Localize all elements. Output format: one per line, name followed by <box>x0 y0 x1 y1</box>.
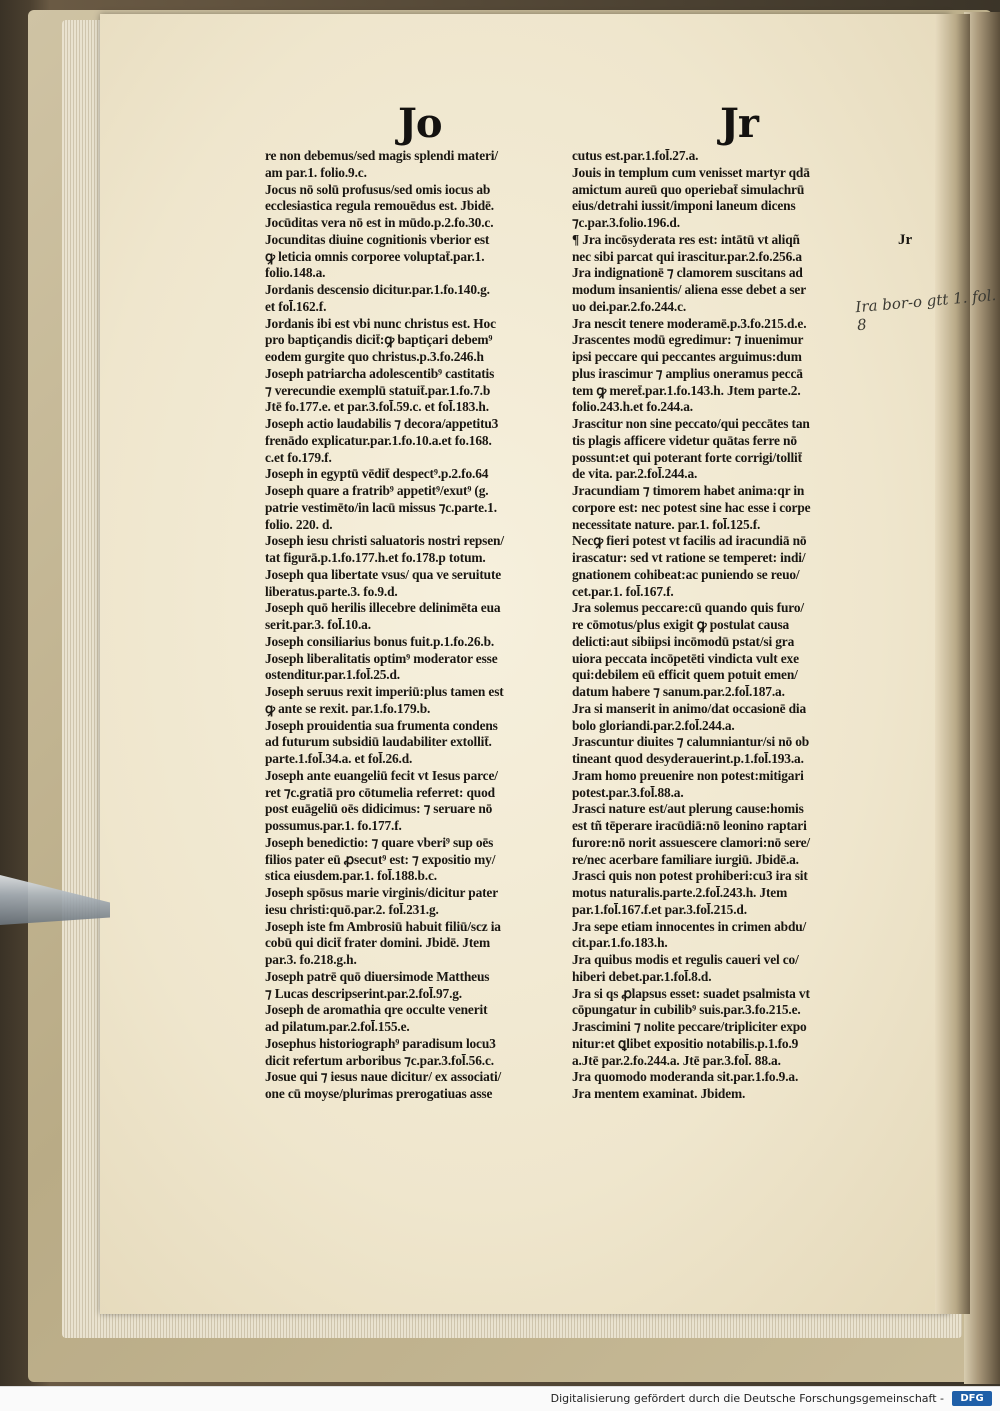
text-line: tineant quod desyderauerint.p.1.fol̄.193.a. <box>572 751 804 766</box>
footer-bar <box>0 1386 1000 1411</box>
text-line: Joseph liberalitatis optim⁹ moderator esse <box>265 650 498 666</box>
text-line: cutus est.par.1.fol̄.27.a. <box>572 148 699 163</box>
text-line: Jocunditas diuine cognitionis vberior est <box>265 231 490 247</box>
text-line: uiora peccata incōpetēti vindicta vult exe <box>572 650 799 666</box>
text-line: Jra si qs ꝓlapsus esset: suadet psalmista vt <box>572 985 810 1001</box>
text-line: Joseph in egyptū vēdit̄ despect⁹.p.2.fo.64 <box>265 466 489 482</box>
text-line: cit.par.1.fo.183.h. <box>572 935 668 951</box>
text-line: datum habere ⁊ sanum.par.2.fol̄.187.a. <box>572 684 785 699</box>
text-line: Joseph actio laudabilis ⁊ decora/appetitu3 <box>265 416 499 431</box>
text-line: Joseph qua libertate vsus/ qua ve seruitute <box>265 566 502 582</box>
text-line: parte.1.fol̄.34.a. et fol̄.26.d. <box>265 751 413 766</box>
text-line: Jracundiam ⁊ timorem habet anima:qr in <box>572 483 805 498</box>
text-line: eius/detrahi iussit/imponi laneum dicens <box>572 198 796 214</box>
text-line: cet.par.1. fol̄.167.f. <box>572 583 674 599</box>
text-line: Jra sepe etiam innocentes in crimen abdu/ <box>572 918 807 934</box>
text-line: gnationem cohibeat:ac puniendo se reuo/ <box>572 566 800 582</box>
text-line: possunt:et qui poterant forte corrigi/tollit̄ <box>572 449 802 465</box>
running-head-right: Jr <box>720 100 758 147</box>
text-line: hiberi debet.par.1.fol̄.8.d. <box>572 968 712 984</box>
text-line: ostenditur.par.1.fol̄.25.d. <box>265 667 400 683</box>
text-line: est tñ tēperare iracūdiā:nō leonino raptari <box>572 818 807 833</box>
text-line: Joseph patrē quō diuersimode Mattheus <box>265 968 490 984</box>
text-line: ꝙ leticia omnis corporee voluptat̄.par.1. <box>265 248 485 264</box>
text-line: Jordanis descensio dicitur.par.1.fo.140.g. <box>265 282 490 297</box>
text-line: cōpungatur in cubilib⁹ suis.par.3.fo.215.e. <box>572 1002 801 1018</box>
text-line: amictum aureū quo operiebat̄ simulachrū <box>572 181 805 197</box>
text-line: one cū moyse/plurimas prerogatiuas asse <box>265 1086 493 1101</box>
text-line: eodem gurgite quo christus.p.3.fo.246.h <box>265 349 484 364</box>
text-line: ret ⁊c.gratiā pro cōtumelia referret: quod <box>265 784 495 800</box>
text-line: Joseph de aromathia qre occulte venerit <box>265 1002 488 1018</box>
text-line: re non debemus/sed magis splendi materi/ <box>265 148 498 163</box>
text-line: Josephus historiograph⁹ paradisum locu3 <box>265 1035 496 1051</box>
text-line: tat figurā.p.1.fo.177.h.et fo.178.p totum. <box>265 550 486 565</box>
text-line: de vita. par.2.fol̄.244.a. <box>572 466 698 482</box>
text-line: stica eiusdem.par.1. fol̄.188.b.c. <box>265 868 437 884</box>
text-line: Joseph spōsus marie virginis/dicitur pater <box>265 885 499 900</box>
dfg-logo: DFG <box>952 1391 992 1406</box>
text-line: Jra quibus modis et regulis caueri vel co/ <box>572 952 799 967</box>
text-line: Jram homo preuenire non potest:mitigari <box>572 767 804 783</box>
text-line: Jordanis ibi est vbi nunc christus est. Hoc <box>265 315 496 331</box>
text-line: Jra solemus peccare:cū quando quis furo/ <box>572 600 804 616</box>
margin-marker: Jr <box>898 232 913 248</box>
text-line: ¶ Jra incōsyderata res est: intātū vt aliqñ <box>572 231 800 247</box>
text-line: a.Jtē par.2.fo.244.a. Jtē par.3.fol̄. 88.a. <box>572 1052 781 1068</box>
text-line: Joseph ante euangeliū fecit vt Iesus parce/ <box>265 767 498 783</box>
text-line: Jrascitur non sine peccato/qui peccātes tan <box>572 416 810 431</box>
text-line: tem ꝙ meret̄.par.1.fo.143.h. Jtem parte.2. <box>572 382 801 398</box>
text-line: Josue qui ⁊ iesus naue dicitur/ ex associati/ <box>265 1069 502 1085</box>
text-line: qui:debilem eū efficit quem potuit emen/ <box>572 667 798 683</box>
text-line: Jrascimini ⁊ nolite peccare/tripliciter expo <box>572 1019 807 1034</box>
text-line: Jrasci quis non potest prohiberi:cu3 ira sit <box>572 868 808 884</box>
text-line: pro baptiçandis dicit̄:ꝙ baptiçari debem⁹ <box>265 332 493 348</box>
text-line: am par.1. folio.9.c. <box>265 164 367 180</box>
text-line: dicit refertum arboribus ⁊c.par.3.fol̄.56.c. <box>265 1052 494 1068</box>
text-line: Joseph seruus rexit imperiū:plus tamen est <box>265 684 504 699</box>
text-line: furore:nō norit assuescere clamori:nō sere/ <box>572 834 811 850</box>
text-line: Joseph iesu christi saluatoris nostri repsen/ <box>265 533 504 549</box>
text-line: necessitate nature. par.1. fol̄.125.f. <box>572 516 761 532</box>
text-line: Jouis in templum cum venisset martyr qdā <box>572 164 810 180</box>
running-head-left: Jo <box>398 100 442 147</box>
text-line: ad pilatum.par.2.fol̄.155.e. <box>265 1019 410 1034</box>
text-line: Joseph iste fm Ambrosiū habuit filiū/scz ia <box>265 918 501 934</box>
text-line: Jrascuntur diuites ⁊ calumniantur/si nō ob <box>572 734 810 750</box>
text-line: ꝙ ante se rexit. par.1.fo.179.b. <box>265 700 431 716</box>
text-line: ad futurum subsidiū laudabiliter extollit̄. <box>265 734 492 750</box>
text-line: iesu christi:quō.par.2. fol̄.231.g. <box>265 901 439 917</box>
text-line: Jra nescit tenere moderamē.p.3.fo.215.d.e. <box>572 315 807 331</box>
text-line: nitur:et ꝗlibet expositio notabilis.p.1.fo.9 <box>572 1035 799 1051</box>
text-line: nec sibi parcat qui irascitur.par.2.fo.256.a <box>572 248 802 264</box>
text-line: Jocus nō solū profusus/sed omis iocus ab <box>265 181 491 197</box>
text-line: Jra mentem examinat. Jbidem. <box>572 1086 746 1101</box>
footer-credit: Digitalisierung gefördert durch die Deutsche Forschungsgemeinschaft - <box>550 1392 944 1405</box>
text-line: Jrasci nature est/aut plerung cause:homis <box>572 801 804 817</box>
text-line: liberatus.parte.3. fo.9.d. <box>265 583 398 599</box>
text-line: par.3. fo.218.g.h. <box>265 952 357 967</box>
text-line: Jra quomodo moderanda sit.par.1.fo.9.a. <box>572 1069 799 1085</box>
text-line: modum insanientis/ aliena esse debet a ser <box>572 282 806 297</box>
text-line: ⁊ verecundie exemplū statuit̄.par.1.fo.7.b <box>265 382 491 398</box>
text-line: Joseph prouidentia sua frumenta condens <box>265 717 498 733</box>
text-line: possumus.par.1. fo.177.f. <box>265 818 402 833</box>
text-line: uo dei.par.2.fo.244.c. <box>572 298 687 314</box>
text-line: motus naturalis.parte.2.fol̄.243.h. Jtem <box>572 885 788 900</box>
text-line: serit.par.3. fol̄.10.a. <box>265 617 371 632</box>
text-line: ecclesiastica regula remouēdus est. Jbidē. <box>265 198 494 214</box>
text-line: plus irascimur ⁊ amplius oneramus peccā <box>572 365 803 381</box>
text-line: delicti:aut sibiipsi incōmodū pstat/si gra <box>572 633 795 649</box>
text-line: filios pater eū ꝓsecut⁹ est: ⁊ expositio my/ <box>265 851 496 867</box>
text-line: folio.148.a. <box>265 265 326 281</box>
text-line: ipsi peccare qui peccantes arguimus:dum <box>572 349 802 364</box>
text-line: irascatur: sed vt ratione se temperet: indi/ <box>572 550 806 565</box>
right-column <box>572 148 890 1103</box>
text-line: et fol̄.162.f. <box>265 298 327 314</box>
text-line: Joseph quare a fratrib⁹ appetit⁹/exut⁹ (g. <box>265 483 489 498</box>
text-line: post euāgeliū oēs didicimus: ⁊ seruare nō <box>265 801 493 817</box>
text-line: re/nec acerbare familiare iurgiū. Jbidē.a. <box>572 851 799 867</box>
text-line: cobū qui dicit̄ frater domini. Jbidē. Jtem <box>265 935 490 951</box>
page-gutter <box>935 14 970 1314</box>
text-line: ⁊c.par.3.folio.196.d. <box>572 215 680 230</box>
text-line: c.et fo.179.f. <box>265 449 332 465</box>
text-line: re cōmotus/plus exigit ꝙ postulat causa <box>572 617 790 632</box>
text-line: Jtē fo.177.e. et par.3.fol̄.59.c. et fol̄.183.h. <box>265 399 489 415</box>
text-line: Jra indignationē ⁊ clamorem suscitans ad <box>572 265 803 281</box>
text-line: Jocūditas vera nō est in mūdo.p.2.fo.30.c. <box>265 215 494 230</box>
text-line: par.1.fol̄.167.f.et par.3.fol̄.215.d. <box>572 901 747 917</box>
text-line: folio. 220. d. <box>265 516 333 532</box>
text-line: corpore est: nec potest sine hac esse i corpe <box>572 499 811 515</box>
text-line: ⁊ Lucas descripserint.par.2.fol̄.97.g. <box>265 985 463 1001</box>
left-column <box>265 148 575 1103</box>
text-line: Joseph consiliarius bonus fuit.p.1.fo.26.b. <box>265 633 495 649</box>
text-line: Necꝙ fieri potest vt facilis ad iracundiā nō <box>572 533 807 549</box>
handwritten-note: Ira bor-o gtt 1. fol. 8 <box>854 286 997 335</box>
text-line: bolo gloriandi.par.2.fol̄.244.a. <box>572 717 735 733</box>
text-line: Joseph benedictio: ⁊ quare vberi⁹ sup oēs <box>265 834 494 850</box>
text-line: Joseph quō herilis illecebre delinimēta eua <box>265 600 501 616</box>
text-line: folio.243.h.et fo.244.a. <box>572 399 693 415</box>
text-line: patrie vestimēto/in lacū missus ⁊c.parte.1. <box>265 499 497 515</box>
text-line: tis plagis afficere videtur quātas ferre nō <box>572 432 797 448</box>
text-line: Jra si manserit in animo/dat occasionē dia <box>572 700 806 716</box>
text-line: potest.par.3.fol̄.88.a. <box>572 784 684 800</box>
text-line: Joseph patriarcha adolescentib⁹ castitatis <box>265 365 495 381</box>
text-line: Jrascentes modū egredimur: ⁊ inuenimur <box>572 332 804 348</box>
text-line: frenādo explicatur.par.1.fo.10.a.et fo.168. <box>265 432 492 448</box>
